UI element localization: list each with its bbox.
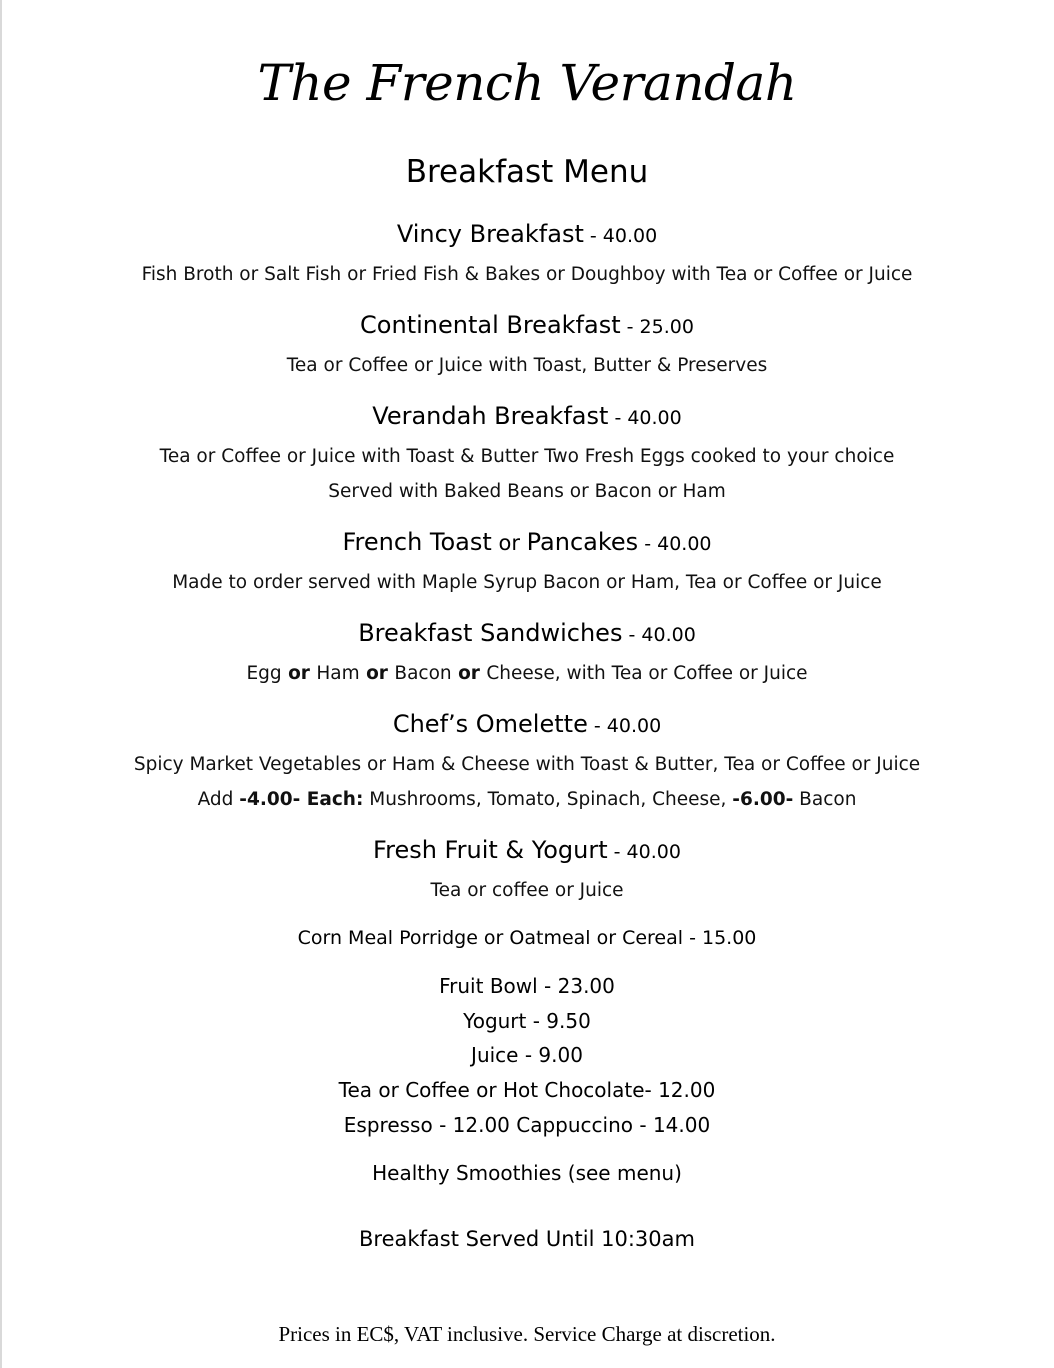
item-price: - 25.00	[620, 316, 694, 338]
item-addons: Add -4.00- Each: Mushrooms, Tomato, Spinach, Cheese, -6.00- Bacon	[197, 789, 857, 810]
restaurant-title: The French Verandah	[257, 54, 797, 112]
item-description: Tea or Coffee or Juice with Toast & Butter Two Fresh Eggs cooked to your choice	[159, 446, 895, 467]
menu-item-verandah	[0, 402, 1054, 430]
item-description: Served with Baked Beans or Bacon or Ham	[328, 481, 726, 502]
menu-item-vincy	[0, 220, 1054, 248]
menu-item-french-toast	[0, 528, 1054, 556]
simple-item-porridge: Corn Meal Porridge or Oatmeal or Cereal - 15.00	[297, 927, 757, 949]
menu-item-fruit-yogurt	[0, 836, 1054, 864]
item-name: Continental Breakfast	[360, 311, 621, 339]
item-description: Fish Broth or Salt Fish or Fried Fish & Bakes or Doughboy with Tea or Coffee or Juice	[141, 264, 913, 285]
menu-item-continental	[0, 311, 1054, 339]
item-price: - 40.00	[622, 624, 696, 646]
item-name: Chef’s Omelette	[392, 710, 588, 738]
simple-item-juice: Juice - 9.00	[471, 1043, 583, 1067]
menu-title: Breakfast Menu	[405, 154, 649, 190]
item-description: Spicy Market Vegetables or Ham & Cheese with Toast & Butter, Tea or Coffee or Juice	[133, 754, 921, 775]
footer-note: Prices in EC$, VAT inclusive. Service Charge at discretion.	[278, 1322, 776, 1346]
simple-item-smoothies: Healthy Smoothies (see menu)	[372, 1161, 682, 1185]
item-price: - 40.00	[587, 715, 662, 737]
item-price: - 40.00	[583, 225, 658, 247]
item-description: Tea or Coffee or Juice with Toast, Butter & Preserves	[286, 355, 768, 376]
menu-item-sandwiches	[0, 619, 1054, 647]
breakfast-hours: Breakfast Served Until 10:30am	[359, 1227, 695, 1251]
item-description: Tea or coffee or Juice	[430, 880, 624, 901]
item-name: French Toast	[342, 528, 492, 556]
item-name-conjunction: or	[491, 531, 527, 555]
simple-item-espresso: Espresso - 12.00 Cappuccino - 14.00	[343, 1113, 711, 1137]
simple-item-fruit-bowl: Fruit Bowl - 23.00	[439, 974, 615, 998]
simple-item-yogurt: Yogurt - 9.50	[463, 1009, 591, 1033]
item-price: - 40.00	[638, 533, 712, 555]
item-name: Fresh Fruit & Yogurt	[373, 836, 608, 864]
simple-item-hot-drinks: Tea or Coffee or Hot Chocolate- 12.00	[338, 1078, 716, 1102]
item-price: - 40.00	[607, 841, 681, 863]
item-description: Made to order served with Maple Syrup Bacon or Ham, Tea or Coffee or Juice	[172, 572, 882, 593]
item-name: Verandah Breakfast	[372, 402, 609, 430]
item-name: Breakfast Sandwiches	[358, 619, 623, 647]
item-name: Pancakes	[526, 528, 639, 556]
item-description: Egg or Ham or Bacon or Cheese, with Tea or Coffee or Juice	[246, 663, 808, 684]
item-name: Vincy Breakfast	[396, 220, 584, 248]
item-price: - 40.00	[608, 407, 682, 429]
menu-item-omelette	[0, 710, 1054, 738]
